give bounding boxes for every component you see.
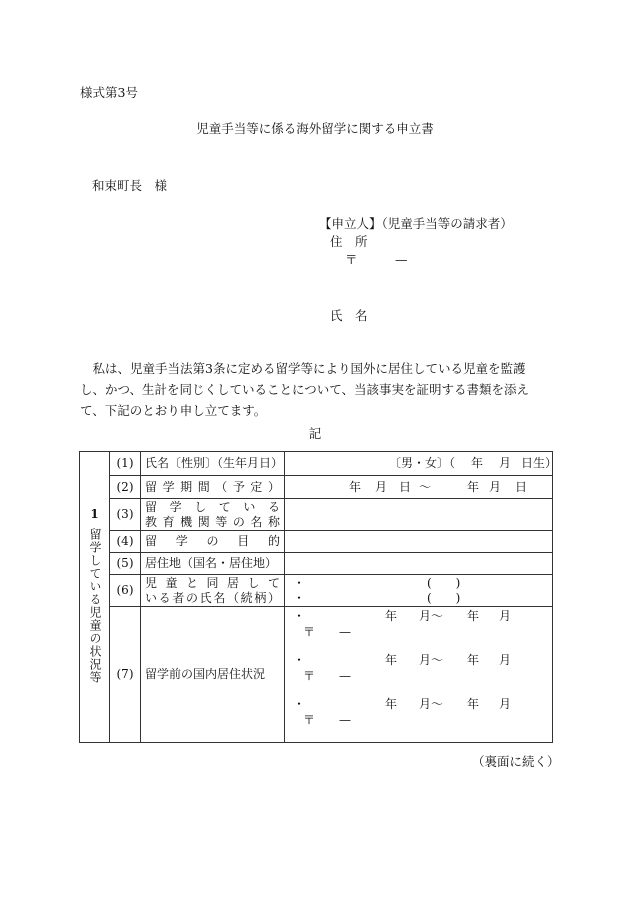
child-status-table — [79, 451, 558, 743]
residence-3-end-year: 年 — [467, 697, 480, 711]
row-4-label: 留学の目的 — [141, 531, 285, 553]
cohabitant-1-relation: ( ) — [427, 576, 461, 590]
cohabitant-2-bullet: ・ — [293, 591, 306, 605]
birth-year-unit: 年 — [471, 456, 484, 470]
birth-month-unit: 月 — [499, 456, 512, 470]
birth-day-unit: 日生） — [521, 456, 558, 470]
addressee: 和束町長 様 — [92, 178, 168, 193]
residence-2-end-month: 月 — [499, 653, 512, 667]
cohabitant-1-bullet: ・ — [293, 576, 306, 590]
residence-1-end-year: 年 — [467, 609, 480, 623]
section-label: 留学している児童の状況等 — [88, 527, 102, 684]
statement-paragraph: 私は、児童手当法第3条に定める留学等により国外に居住している児童を監護し、かつ、生計を同じくしていることについて、当該事実を証明する書類を添えて、下記のとおり申し立てます。 — [80, 361, 530, 418]
applicant-heading: 【申立人】（児童手当等の請求者） — [319, 216, 513, 231]
residence-1-bullet: ・ — [293, 609, 306, 623]
gender-choice: 〔男・女〕（ — [389, 456, 456, 470]
end-month-unit: 月 — [489, 480, 502, 494]
residence-2-postal: 〒 — — [303, 669, 352, 683]
row-1-number: (1) — [110, 452, 141, 476]
row-4-number: (4) — [110, 531, 141, 553]
postal-code-field[interactable]: 〒 — — [345, 252, 408, 267]
row-6-label-line-2: いる者の氏名（続柄） — [145, 590, 280, 605]
row-2-value[interactable] — [285, 476, 553, 499]
cohabitant-2-relation: ( ) — [427, 591, 461, 605]
continued-on-back-note: （裏面に続く） — [472, 754, 560, 769]
residence-3-postal: 〒 — — [303, 713, 352, 727]
row-6-label — [141, 575, 285, 607]
row-6-value[interactable] — [285, 575, 553, 607]
start-month-unit: 月 — [375, 480, 388, 494]
row-4-value[interactable] — [285, 531, 553, 553]
section-number: 1 — [90, 506, 99, 521]
residence-3-year: 年 — [385, 697, 398, 711]
row-3-label-line-2: 教育機関等の名称 — [145, 514, 280, 529]
row-5-label: 居住地（国名・居住地） — [141, 553, 285, 575]
row-6-number: (6) — [110, 575, 141, 607]
row-1-label: 氏名〔性別〕（生年月日） — [141, 452, 285, 476]
residence-2-year: 年 — [385, 653, 398, 667]
row-5-number: (5) — [110, 553, 141, 575]
row-6-label-line-1: 児童と同居して — [145, 575, 280, 590]
residence-2-month-tilde: 月～ — [419, 653, 444, 667]
residence-3-bullet: ・ — [293, 697, 306, 711]
row-2-label: 留 学 期 間 （ 予 定 ） — [141, 476, 285, 499]
row-7-value[interactable] — [285, 607, 553, 743]
row-3-label — [141, 499, 285, 531]
document-title: 児童手当等に係る海外留学に関する申立書 — [196, 121, 434, 136]
row-2-number: (2) — [110, 476, 141, 499]
ki-heading: 記 — [308, 426, 322, 441]
row-5-value[interactable] — [285, 553, 553, 575]
form-number: 様式第3号 — [80, 85, 138, 100]
start-day-unit: 日 — [399, 480, 412, 494]
end-year-unit: 年 — [467, 480, 480, 494]
residence-3-month-tilde: 月～ — [419, 697, 444, 711]
residence-2-bullet: ・ — [293, 653, 306, 667]
section-1-cell — [80, 452, 110, 743]
row-1-value[interactable] — [285, 452, 558, 476]
row-3-label-line-1: 留学している — [145, 499, 280, 514]
period-tilde: ～ — [419, 480, 432, 494]
residence-2-end-year: 年 — [467, 653, 480, 667]
row-7-number: (7) — [110, 607, 141, 743]
row-3-number: (3) — [110, 499, 141, 531]
name-label: 氏 名 — [330, 308, 368, 323]
residence-1-end-month: 月 — [499, 609, 512, 623]
row-3-value[interactable] — [285, 499, 553, 531]
residence-1-postal: 〒 — — [303, 625, 352, 639]
address-label: 住 所 — [330, 234, 368, 249]
start-year-unit: 年 — [349, 480, 362, 494]
end-day-unit: 日 — [515, 480, 528, 494]
residence-3-end-month: 月 — [499, 697, 512, 711]
residence-1-year: 年 — [385, 609, 398, 623]
residence-1-month-tilde: 月～ — [419, 609, 444, 623]
row-7-label: 留学前の国内居住状況 — [141, 607, 285, 743]
